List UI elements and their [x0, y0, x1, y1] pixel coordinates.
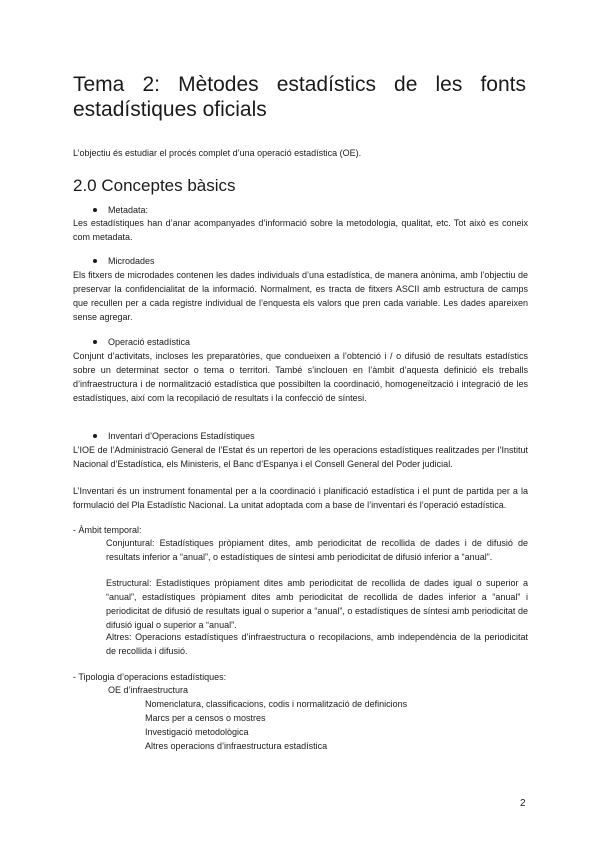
- section-heading: 2.0 Conceptes bàsics: [73, 176, 236, 195]
- bullet-inventari: [93, 429, 255, 443]
- bullet-label: Microdades: [108, 256, 155, 266]
- tipologia-sub: OE d’infraestructura: [108, 685, 189, 695]
- bullet-label: Operació estadística: [108, 337, 191, 347]
- bullet-microdades: [93, 254, 155, 268]
- operacio-text: Conjunt d’activitats, incloses les preparatòries, que condueixen a l’obtenció i / o difusió de resultats estadístics sobre un determinat sector o tema o territori. També s’inclouen en l’àmbit d’aquesta definició els treballs d’infraestructura i de normalització estadística que possibilten la coordinació, homogeneïtzació i integració de les estadístiques, així com la recopilació de resultats i la confecció de síntesi.: [73, 351, 528, 403]
- ambit-conjuntural: Conjuntural: Estadístiques pròpiament dites, amb periodicitat de recollida de dades i de difusió de resultats inferior a “anual”, o estadístiques de síntesi amb periodicitat de difusió inferior a “anual”.: [106, 538, 528, 562]
- inventari-text-2: L’Inventari és un instrument fonamental per a la coordinació i planificació estadística i el punt de partida per a la formulació del Pla Estadístic Nacional. La unitat adoptada com a base de l’inventari és l’operació estadística.: [73, 486, 528, 510]
- bullet-dot-icon: [93, 434, 97, 438]
- page-number: 2: [520, 798, 526, 809]
- ambit-label: - Àmbit temporal:: [73, 525, 142, 535]
- tipologia-label: - Tipologia d’operacions estadístiques:: [73, 672, 227, 682]
- tipologia-item: Altres operacions d’infraestructura estadística: [145, 741, 328, 751]
- intro-paragraph: L’objectiu és estudiar el procés complet d’una operació estadística (OE).: [73, 148, 362, 158]
- bullet-label: Inventari d’Operacions Estadístiques: [108, 431, 255, 441]
- microdades-text: Els fitxers de microdades contenen les dades individuals d’una estadística, de manera anònima, amb l’objectiu de preservar la confidencialitat de la informació. Normalment, es tracta de fitxers ASCII amb estructura de camps que recullen per a cada registre individual de l’enquesta els valors que pren cada variable. Les dades apareixen sense agregar.: [73, 270, 528, 322]
- tipologia-item: Marcs per a censos o mostres: [145, 713, 266, 723]
- metadata-text: Les estadístiques han d’anar acompanyades d’informació sobre la metodologia, qualitat, etc. Tot això es coneix com metadata.: [73, 218, 528, 242]
- bullet-operacio: [93, 335, 190, 349]
- inventari-text: L’IOE de l’Administració General de l’Estat és un repertori de les operacions estadístiques realitzades per l’Institut Nacional d’Estadística, els Ministeris, el Banc d’Espanya i el Consell General del Poder judicial.: [73, 445, 528, 469]
- bullet-label: Metadata:: [108, 205, 149, 215]
- bullet-dot-icon: [93, 259, 97, 263]
- tipologia-item: Nomenclatura, classificacions, codis i normalització de definicions: [145, 699, 408, 709]
- ambit-altres: Altres: Operacions estadístiques d’infraestructura o recopilacions, amb independència de la periodicitat de recollida i difusió.: [106, 632, 528, 656]
- bullet-metadata: [93, 203, 148, 217]
- ambit-estructural: Estructural: Estadístiques pròpiament dites amb periodicitat de recollida de dades igual o superior a “anual”, estadístiques pròpiament dites amb periodicitat de recollida de dades inferior a “anual” i periodicitat de difusió de resultats igual o superior a “anual”, o estadístiques de síntesi amb periodicitat de difusió igual o superior a “anual”.: [106, 578, 528, 630]
- bullet-dot-icon: [93, 208, 97, 212]
- tipologia-item: Investigació metodològica: [145, 727, 249, 737]
- bullet-dot-icon: [93, 340, 97, 344]
- page-title: Tema 2: Mètodes estadístics de les fonts estadístiques oficials: [73, 73, 526, 121]
